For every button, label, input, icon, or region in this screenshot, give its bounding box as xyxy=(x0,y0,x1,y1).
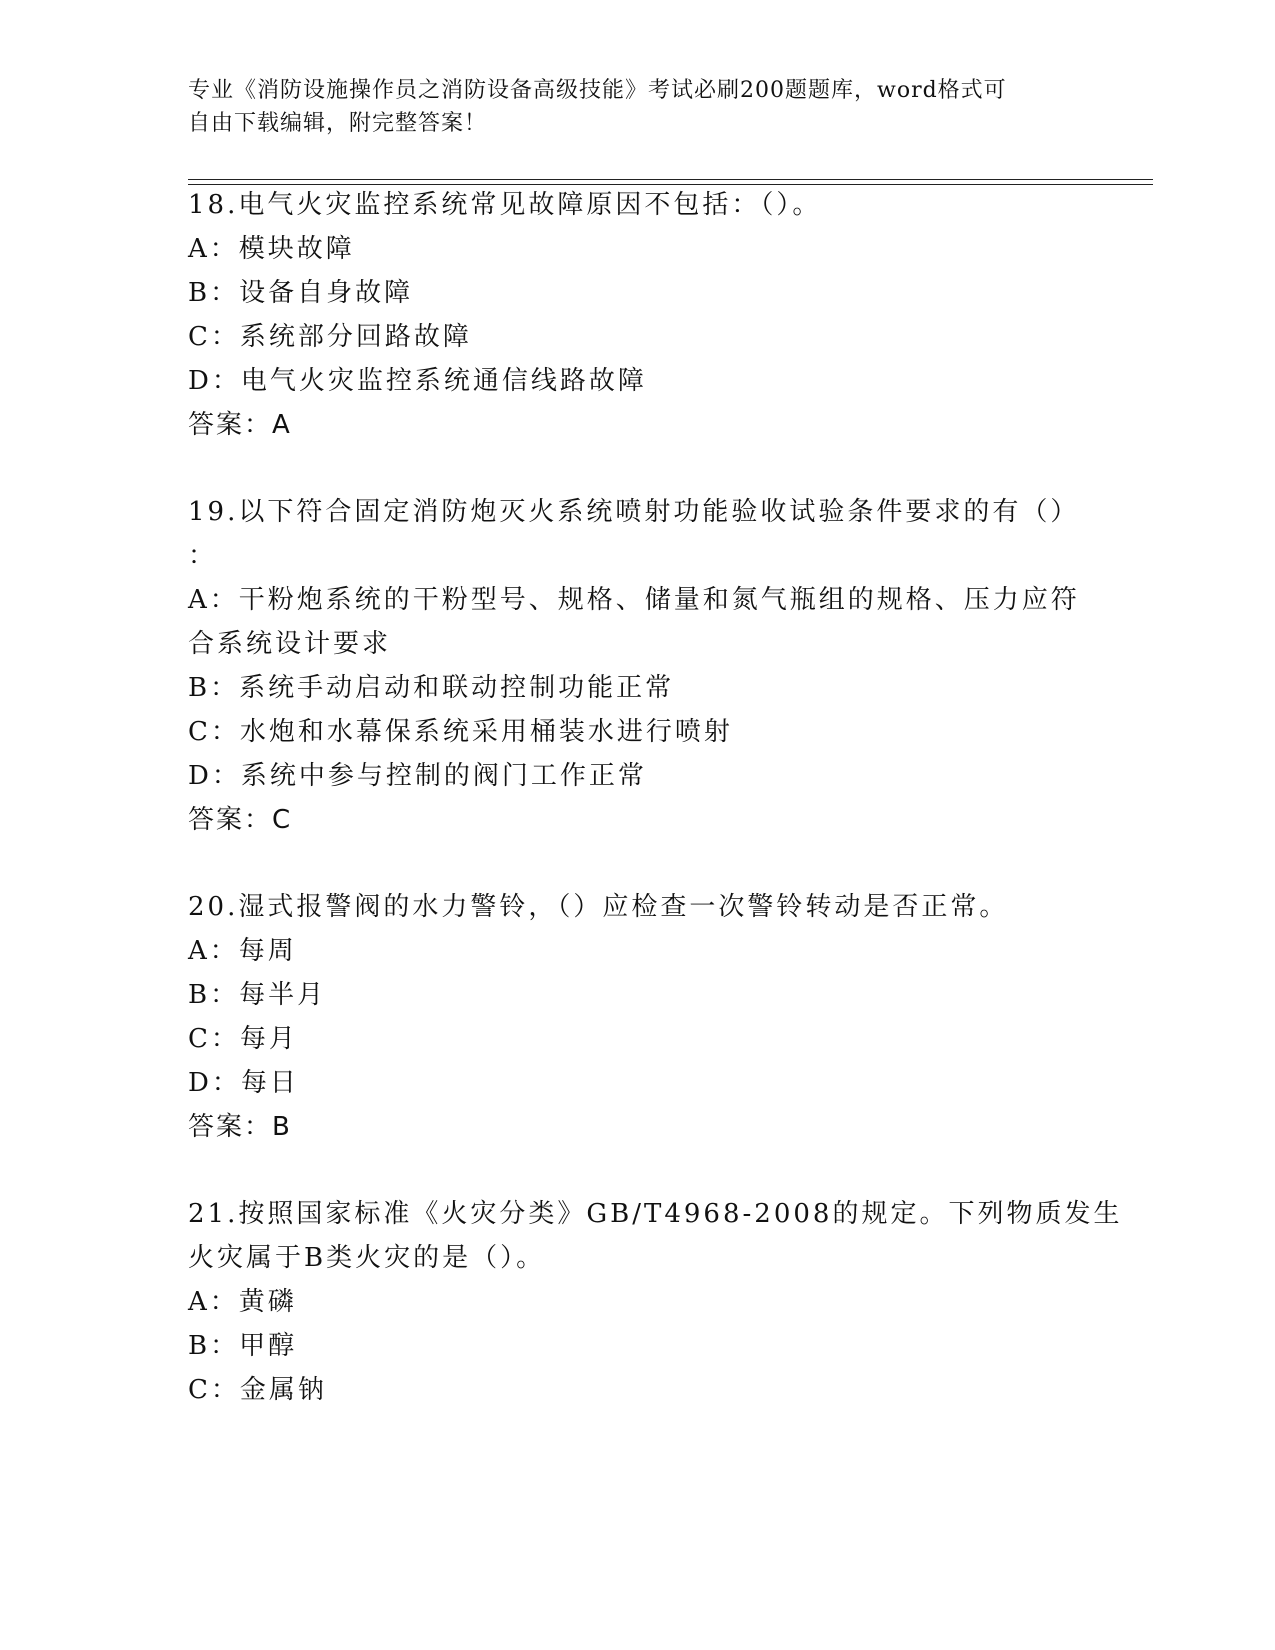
question-19-option-a-line-1: A：干粉炮系统的干粉型号、规格、储量和氮气瓶组的规格、压力应符 xyxy=(188,585,1080,615)
document-header xyxy=(188,74,1068,140)
header-line-2: 自由下载编辑，附完整答案！ xyxy=(188,111,488,136)
header-line-1: 专业《消防设施操作员之消防设备高级技能》考试必刷200题题库，word格式可 xyxy=(188,78,1007,103)
question-20-option-d: D：每日 xyxy=(188,1068,299,1098)
question-18-answer: 答案：A xyxy=(188,410,292,440)
question-20-answer: 答案：B xyxy=(188,1112,292,1142)
question-18-option-c: C：系统部分回路故障 xyxy=(188,322,472,352)
question-19-stem-line-2: ： xyxy=(188,541,218,571)
question-20-stem: 20.湿式报警阀的水力警铃，（）应检查一次警铃转动是否正常。 xyxy=(188,892,1009,922)
question-21-stem-line-1: 21.按照国家标准《火灾分类》GB/T4968-2008的规定。下列物质发生 xyxy=(188,1199,1123,1229)
question-20-option-b: B：每半月 xyxy=(188,980,327,1010)
question-18-stem: 18.电气火灾监控系统常见故障原因不包括：（）。 xyxy=(188,190,822,220)
question-19-stem-line-1: 19.以下符合固定消防炮灭火系统喷射功能验收试验条件要求的有（） xyxy=(188,497,1080,527)
question-21-option-c: C：金属钠 xyxy=(188,1375,327,1405)
question-18-option-b: B：设备自身故障 xyxy=(188,278,414,308)
question-21-stem-line-2: 火灾属于B类火灾的是（）。 xyxy=(188,1243,546,1273)
question-19-option-b: B：系统手动启动和联动控制功能正常 xyxy=(188,673,675,703)
question-21-option-b: B：甲醇 xyxy=(188,1331,298,1361)
question-18-option-d: D：电气火灾监控系统通信线路故障 xyxy=(188,366,647,396)
question-18-option-a: A：模块故障 xyxy=(188,234,355,264)
question-19-option-d: D：系统中参与控制的阀门工作正常 xyxy=(188,761,647,791)
header-divider-top xyxy=(188,179,1153,180)
question-19-option-c: C：水炮和水幕保系统采用桶装水进行喷射 xyxy=(188,717,733,747)
question-20-option-a: A：每周 xyxy=(188,936,297,966)
question-19-answer: 答案：C xyxy=(188,805,293,835)
question-19-option-a-line-2: 合系统设计要求 xyxy=(188,629,392,659)
question-21-option-a: A：黄磷 xyxy=(188,1287,297,1317)
question-20-option-c: C：每月 xyxy=(188,1024,298,1054)
